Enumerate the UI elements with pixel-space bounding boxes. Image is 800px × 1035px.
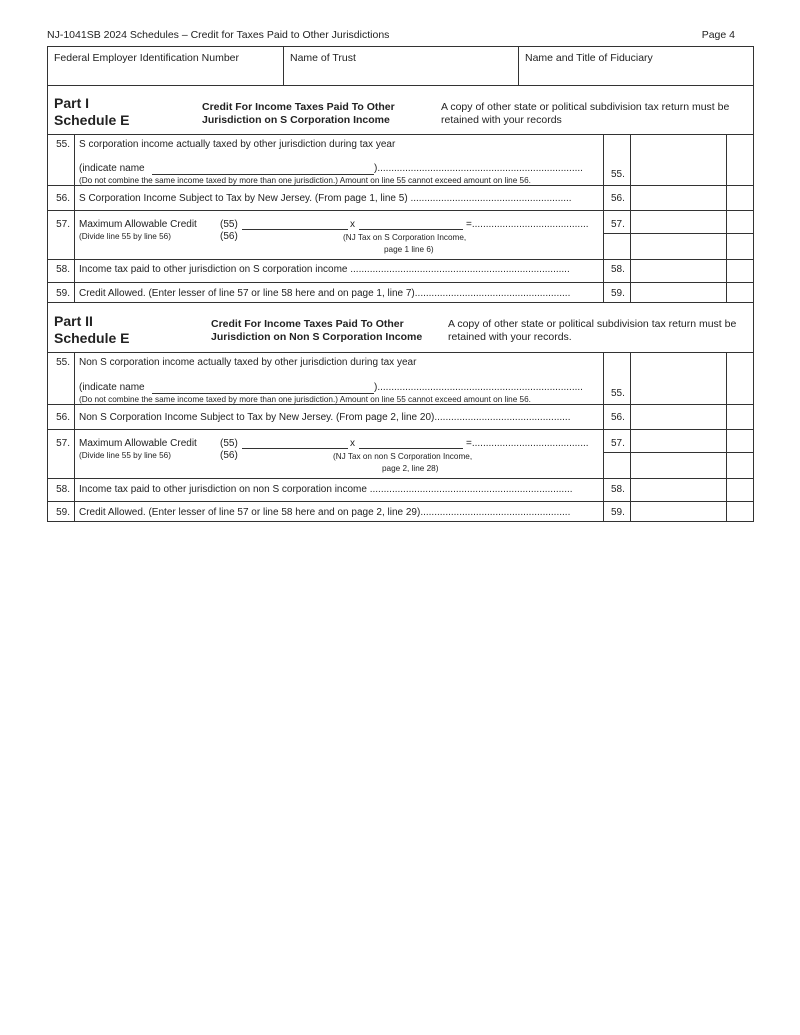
line-56-amount[interactable] bbox=[631, 187, 726, 207]
line-58-number: 58. bbox=[56, 484, 70, 495]
part-2-note-line2: retained with your records. bbox=[448, 331, 572, 343]
line-58-amount[interactable] bbox=[631, 480, 726, 500]
line-59-amount[interactable] bbox=[631, 503, 726, 523]
line-58-box-number: 58. bbox=[611, 264, 625, 275]
line-55-amount[interactable] bbox=[631, 383, 726, 403]
line-57-label: Maximum Allowable Credit bbox=[79, 219, 197, 230]
fein-label: Federal Employer Identification Number bbox=[54, 52, 240, 64]
line-56-label: S Corporation Income Subject to Tax by New Jersey. (From page 1, line 5) .......................................................... bbox=[79, 193, 572, 204]
line-59-box-number: 59. bbox=[611, 507, 625, 518]
divider bbox=[48, 352, 753, 353]
line-57-box-number: 57. bbox=[611, 438, 625, 449]
line-55-note: (Do not combine the same income taxed by more than one jurisdiction.) Amount on line 55 cannot exceed amount on line 56. bbox=[79, 176, 531, 185]
line-56-amount[interactable] bbox=[631, 406, 726, 426]
line-55-label: Non S corporation income actually taxed by other jurisdiction during tax year bbox=[79, 357, 417, 368]
line-58-box-number: 58. bbox=[611, 484, 625, 495]
part-1-note-line2: retained with your records bbox=[441, 114, 562, 126]
trust-name-field[interactable] bbox=[284, 47, 518, 85]
divider bbox=[74, 352, 75, 521]
line-55-number: 55. bbox=[56, 139, 70, 150]
divider bbox=[603, 352, 604, 521]
line-57-nj-tax-label2: page 2, line 28) bbox=[382, 464, 439, 473]
line-55-indicate: (indicate name bbox=[79, 163, 145, 174]
line-59-label: Credit Allowed. (Enter lesser of line 57 or line 58 here and on page 2, line 29)...................................................... bbox=[79, 507, 571, 518]
divider bbox=[48, 185, 753, 186]
divider bbox=[48, 282, 753, 283]
divider bbox=[48, 134, 753, 135]
divider bbox=[74, 134, 75, 302]
line-55-amount[interactable] bbox=[631, 164, 726, 184]
jurisdiction-name-line[interactable] bbox=[152, 393, 374, 394]
line-57-nj-tax-label1: (NJ Tax on non S Corporation Income, bbox=[333, 452, 473, 461]
line-56-number: 56. bbox=[56, 412, 70, 423]
divider bbox=[603, 233, 753, 234]
fiduciary-label: Name and Title of Fiduciary bbox=[525, 52, 653, 64]
line-58-number: 58. bbox=[56, 264, 70, 275]
line-55-number: 55. bbox=[56, 357, 70, 368]
identification-fields bbox=[47, 46, 754, 86]
line-57-box-number: 57. bbox=[611, 219, 625, 230]
page-header bbox=[47, 29, 735, 43]
fein-field[interactable] bbox=[48, 47, 284, 85]
line-57-ref-55: (55) bbox=[220, 219, 238, 230]
line-57-amount[interactable] bbox=[631, 213, 726, 233]
line-57-equals: =.......................................... bbox=[466, 438, 589, 449]
line-57-equals: =.......................................... bbox=[466, 219, 589, 230]
ratio-line[interactable] bbox=[242, 229, 348, 230]
part-2-header bbox=[48, 303, 753, 352]
line-57-number: 57. bbox=[56, 219, 70, 230]
divider bbox=[48, 501, 753, 502]
part-2-subtitle-line2: Jurisdiction on Non S Corporation Income bbox=[211, 331, 423, 343]
divider bbox=[603, 134, 604, 302]
part-2-subtitle-line1: Credit For Income Taxes Paid To Other bbox=[211, 318, 404, 330]
line-56-box-number: 56. bbox=[611, 193, 625, 204]
part-2-label: Part II bbox=[54, 313, 93, 329]
part-1-schedule-e bbox=[47, 85, 754, 303]
form-title: NJ-1041SB 2024 Schedules – Credit for Taxes Paid to Other Jurisdictions bbox=[47, 29, 390, 41]
line-59-number: 59. bbox=[56, 288, 70, 299]
part-1-header bbox=[48, 86, 753, 134]
divider bbox=[603, 452, 753, 453]
nj-tax-line[interactable] bbox=[359, 229, 463, 230]
page-number: Page 4 bbox=[701, 29, 735, 41]
line-58-label: Income tax paid to other jurisdiction on S corporation income ............................................................................... bbox=[79, 264, 570, 275]
part-2-note-line1: A copy of other state or political subdivision tax return must be bbox=[448, 318, 737, 330]
line-56-box-number: 56. bbox=[611, 412, 625, 423]
part-1-subtitle-line2: Jurisdiction on S Corporation Income bbox=[202, 114, 390, 126]
line-58-label: Income tax paid to other jurisdiction on non S corporation income ......................................................................... bbox=[79, 484, 573, 495]
line-57-amount[interactable] bbox=[631, 432, 726, 452]
divider bbox=[48, 259, 753, 260]
line-56-number: 56. bbox=[56, 193, 70, 204]
line-57-times: x bbox=[350, 219, 355, 230]
line-58-amount[interactable] bbox=[631, 261, 726, 281]
line-57-sublabel: (Divide line 55 by line 56) bbox=[79, 451, 171, 460]
part-1-subtitle-line1: Credit For Income Taxes Paid To Other bbox=[202, 101, 395, 113]
part-1-label: Part I bbox=[54, 95, 90, 111]
line-59-number: 59. bbox=[56, 507, 70, 518]
divider bbox=[48, 429, 753, 430]
divider bbox=[726, 134, 727, 302]
line-57-ref-55: (55) bbox=[220, 438, 238, 449]
line-57-ref-56: (56) bbox=[220, 450, 238, 461]
part-2-schedule: Schedule E bbox=[54, 330, 130, 346]
part-1-schedule: Schedule E bbox=[54, 112, 130, 128]
trust-name-label: Name of Trust bbox=[290, 52, 356, 64]
line-55-box-number: 55. bbox=[611, 388, 625, 399]
divider bbox=[726, 352, 727, 521]
divider bbox=[48, 478, 753, 479]
line-55-indicate-end: ).......................................................................... bbox=[374, 382, 583, 393]
line-59-box-number: 59. bbox=[611, 288, 625, 299]
part-2-schedule-e bbox=[47, 302, 754, 522]
line-57-label: Maximum Allowable Credit bbox=[79, 438, 197, 449]
line-57-sublabel: (Divide line 55 by line 56) bbox=[79, 232, 171, 241]
fiduciary-field[interactable] bbox=[519, 47, 753, 85]
line-55-label: S corporation income actually taxed by other jurisdiction during tax year bbox=[79, 139, 396, 150]
divider bbox=[48, 210, 753, 211]
ratio-line[interactable] bbox=[242, 448, 348, 449]
line-55-indicate-end: ).......................................................................... bbox=[374, 163, 583, 174]
jurisdiction-name-line[interactable] bbox=[152, 174, 374, 175]
line-55-box-number: 55. bbox=[611, 169, 625, 180]
line-55-indicate: (indicate name bbox=[79, 382, 145, 393]
line-57-nj-tax-label1: (NJ Tax on S Corporation Income, bbox=[343, 233, 467, 242]
line-56-label: Non S Corporation Income Subject to Tax by New Jersey. (From page 2, line 20)................................................. bbox=[79, 412, 571, 423]
line-55-note: (Do not combine the same income taxed by more than one jurisdiction.) Amount on line 55 cannot exceed amount on line 56. bbox=[79, 395, 531, 404]
line-57-times: x bbox=[350, 438, 355, 449]
part-1-note-line1: A copy of other state or political subdivision tax return must be bbox=[441, 101, 730, 113]
line-57-ref-56: (56) bbox=[220, 231, 238, 242]
line-59-label: Credit Allowed. (Enter lesser of line 57 or line 58 here and on page 1, line 7)........................................................ bbox=[79, 288, 571, 299]
line-57-nj-tax-label2: page 1 line 6) bbox=[384, 245, 434, 254]
divider bbox=[48, 404, 753, 405]
line-59-amount[interactable] bbox=[631, 284, 726, 304]
nj-tax-line[interactable] bbox=[359, 448, 463, 449]
line-57-number: 57. bbox=[56, 438, 70, 449]
